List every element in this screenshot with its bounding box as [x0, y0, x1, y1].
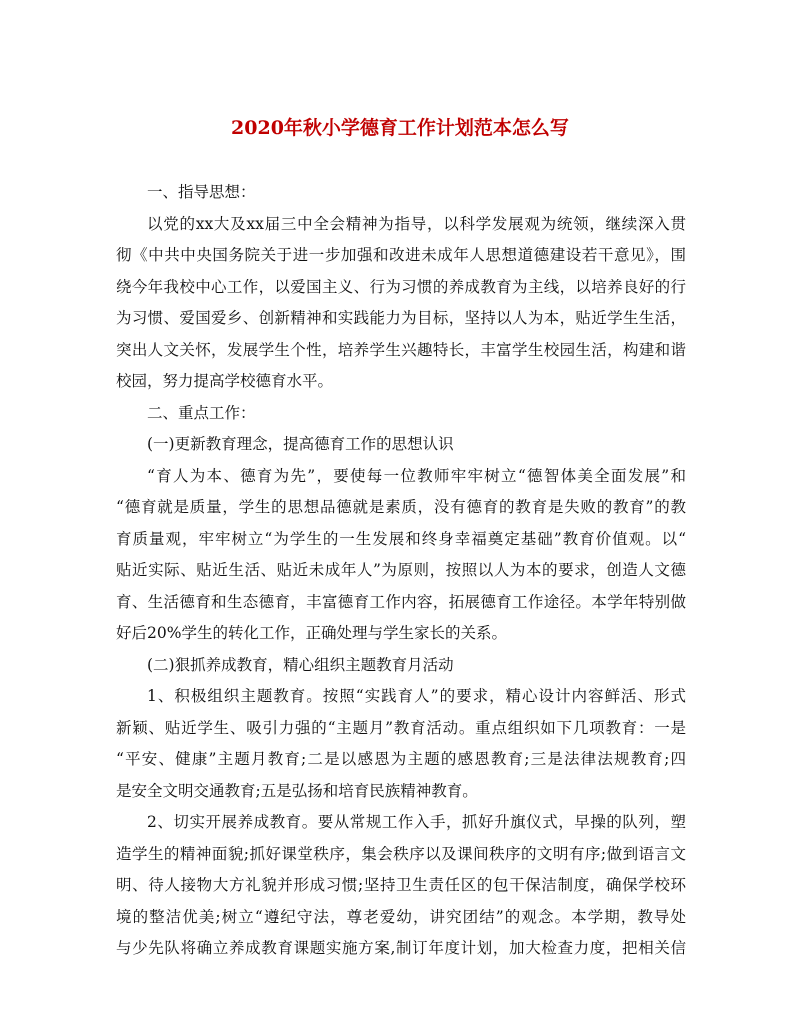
- paragraph-line: 彻《中共中央国务院关于进一步加强和改进未成年人思想道德建设若干意见》，围: [116, 246, 686, 264]
- paragraph-line: 贴近实际、贴近生活、贴近未成年人”为原则，按照以人为本的要求，创造人文德: [116, 561, 686, 579]
- paragraph-line: “德育就是质量，学生的思想品德就是素质，没有德育的教育是失败的教育”的教: [116, 498, 686, 516]
- paragraph-line: 校园，努力提高学校德育水平。: [116, 372, 334, 390]
- paragraph-line: 突出人文关怀，发展学生个性，培养学生兴趣特长，丰富学生校园生活，构建和谐: [116, 340, 686, 359]
- paragraph-line: 2、切实开展养成教育。要从常规工作入手，抓好升旗仪式，早操的队列，塑: [147, 813, 686, 831]
- paragraph-line: 是安全文明交通教育;五是弘扬和培育民族精神教育。: [116, 781, 478, 800]
- subsection-heading: (一)更新教育理念，提高德育工作的思想认识: [147, 435, 454, 453]
- paragraph-line: 与少先队将确立养成教育课题实施方案,制订年度计划，加大检查力度，把相关信: [116, 939, 686, 957]
- paragraph-line: 境的整洁优美;树立“遵纪守法，尊老爱幼，讲究团结”的观念。本学期，教导处: [116, 907, 686, 926]
- paragraph-line: “平安、健康”主题月教育;二是以感恩为主题的感恩教育;三是法律法规教育;四: [116, 750, 686, 768]
- paragraph-line: 以党的xx大及xx届三中全会精神为指导，以科学发展观为统领，继续深入贯: [147, 214, 686, 233]
- paragraph-line: 明、待人接物大方礼貌并形成习惯;坚持卫生责任区的包干保洁制度，确保学校环: [116, 876, 686, 894]
- section-heading: 一、指导思想：: [147, 183, 256, 201]
- document-body: [116, 177, 686, 965]
- paragraph-line: 为习惯、爱国爱乡、创新精神和实践能力为目标，坚持以人为本，贴近学生生活，: [116, 309, 686, 327]
- paragraph-line: “育人为本、德育为先”，要使每一位教师牢牢树立“德智体美全面发展”和: [147, 466, 686, 485]
- paragraph-line: 育质量观，牢牢树立“为学生的一生发展和终身幸福奠定基础”教育价值观。以“: [116, 529, 686, 548]
- paragraph-line: 1、积极组织主题教育。按照“实践育人”的要求，精心设计内容鲜活、形式: [147, 687, 686, 705]
- subsection-heading: (二)狠抓养成教育，精心组织主题教育月活动: [147, 655, 454, 674]
- paragraph-line: 绕今年我校中心工作，以爱国主义、行为习惯的养成教育为主线，以培养良好的行: [116, 277, 686, 296]
- paragraph-line: 好后20%学生的转化工作，正确处理与学生家长的关系。: [116, 624, 507, 642]
- paragraph-line: 育、生活德育和生态德育，丰富德育工作内容，拓展德育工作途径。本学年特别做: [116, 592, 686, 611]
- document-title: 2020年秋小学德育工作计划范本怎么写: [231, 117, 569, 139]
- paragraph-line: 造学生的精神面貌;抓好课堂秩序，集会秩序以及课间秩序的文明有序;做到语言文: [116, 844, 686, 863]
- section-heading: 二、重点工作：: [147, 403, 256, 422]
- paragraph-line: 新颖、贴近学生、吸引力强的“主题月”教育活动。重点组织如下几项教育：一是: [116, 718, 686, 737]
